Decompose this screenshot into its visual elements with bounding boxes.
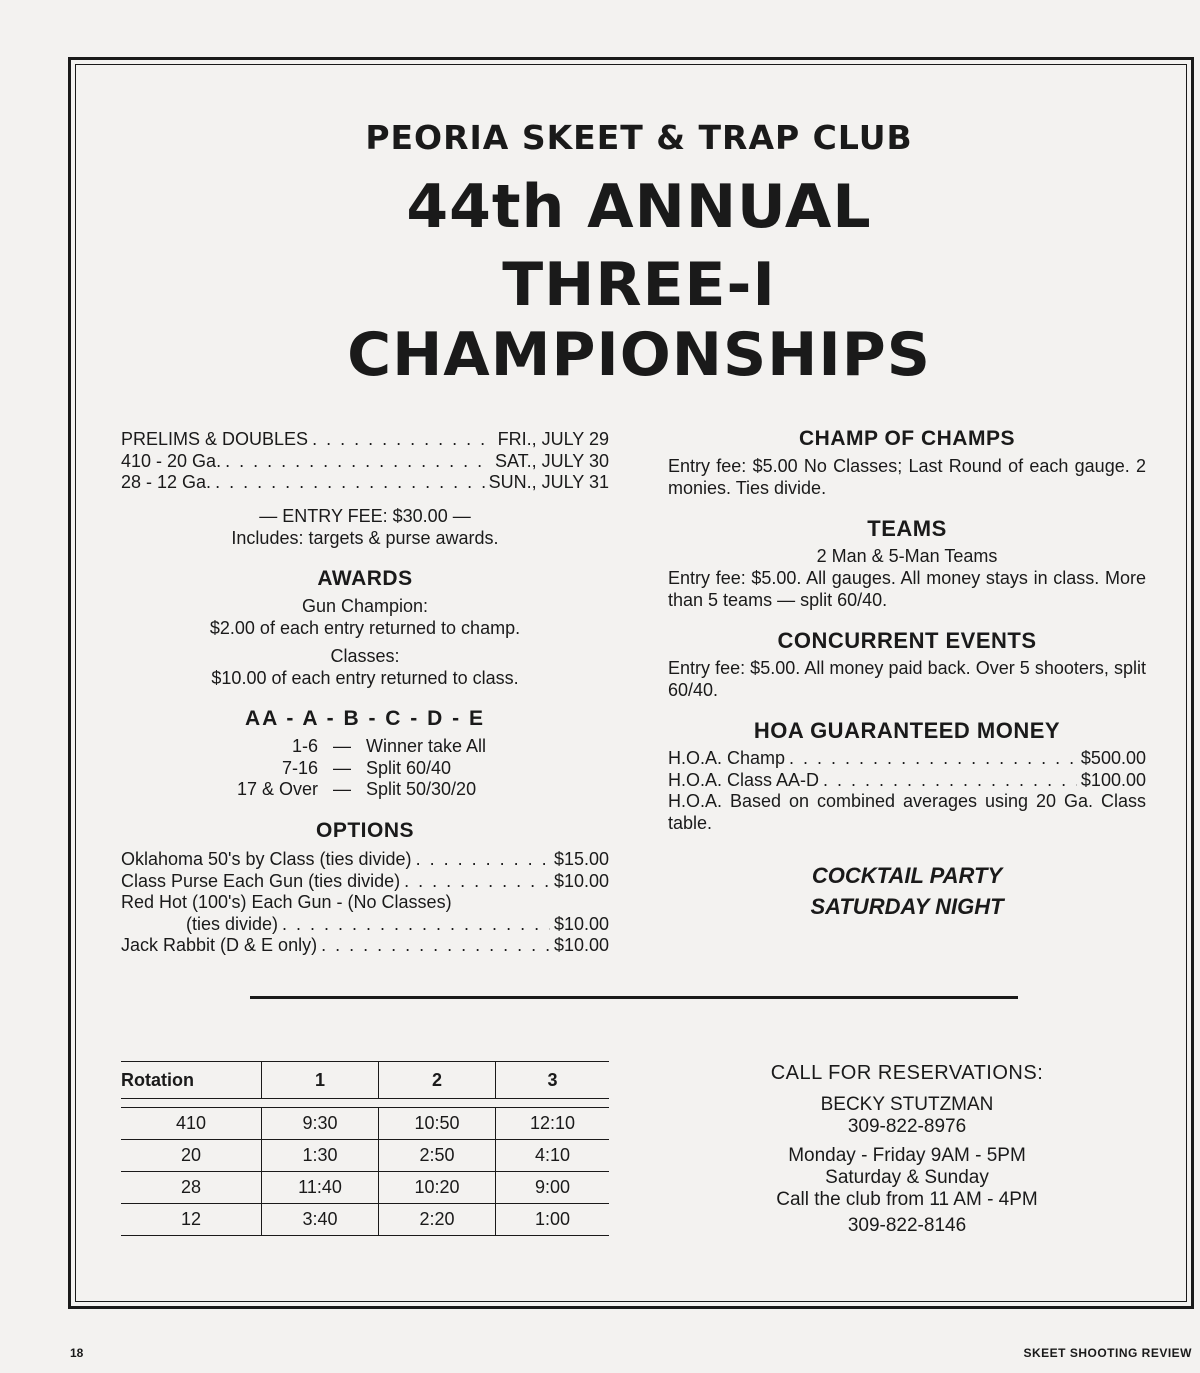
schedule-event: PRELIMS & DOUBLES (121, 429, 309, 449)
hoa-list (668, 748, 1146, 834)
gauge-cell: 410 (121, 1108, 262, 1140)
gun-champion-text: $2.00 of each entry returned to champ. (209, 618, 521, 638)
option-row (121, 935, 609, 957)
gauge-cell: 28 (121, 1172, 262, 1204)
gun-champion-label: Gun Champion: (301, 596, 429, 616)
hoa-heading: HOA GUARANTEED MONEY (753, 718, 1061, 743)
entry-fee-includes: Includes: targets & purse awards. (231, 528, 499, 548)
time-cell: 1:30 (262, 1140, 379, 1172)
club-phone: 309-822-8146 (847, 1215, 967, 1236)
split-dash: — (333, 736, 351, 756)
gauge-cell: 20 (121, 1140, 262, 1172)
schedule-row (121, 429, 609, 451)
table-header-row (121, 1062, 609, 1099)
teams-heading: TEAMS (867, 516, 947, 541)
option-price: $10.00 (553, 913, 609, 934)
hoa-note: H.O.A. Based on combined averages using 20 Ga. Class table. (668, 791, 1146, 833)
col-header-rotation: Rotation (121, 1062, 262, 1099)
col-header-3: 3 (496, 1062, 610, 1099)
schedule-row (121, 451, 609, 473)
table-row (121, 1204, 609, 1236)
reservations-hours-weekend: Saturday & Sunday (825, 1167, 989, 1188)
option-price: $10.00 (553, 935, 609, 955)
hoa-row (668, 770, 1146, 792)
party-line-2: SATURDAY NIGHT (810, 894, 1004, 919)
time-cell: 10:50 (379, 1108, 496, 1140)
rotation-table (121, 1061, 609, 1236)
teams-text: Entry fee: $5.00. All gauges. All money stays in class. More than 5 teams — split 60/40. (668, 568, 1146, 610)
cocktail-party (668, 860, 1146, 922)
time-cell: 12:10 (496, 1108, 610, 1140)
hoa-label: H.O.A. Class AA-D (668, 769, 820, 790)
option-label: Red Hot (100's) Each Gun - (No Classes) (121, 892, 452, 912)
split-text: Split 50/30/20 (366, 779, 477, 799)
split-row (200, 758, 520, 780)
reservations-heading: CALL FOR RESERVATIONS: (770, 1062, 1044, 1084)
split-range: 7-16 (281, 757, 318, 778)
time-cell: 10:20 (379, 1172, 496, 1204)
awards-heading: AWARDS (317, 567, 413, 590)
split-range: 1-6 (291, 736, 318, 756)
split-table (200, 736, 520, 801)
table-row (121, 1140, 609, 1172)
reservations-phone: 309-822-8976 (847, 1116, 967, 1137)
col-header-1: 1 (262, 1062, 379, 1099)
concurrent-text: Entry fee: $5.00. All money paid back. Over 5 shooters, split 60/40. (668, 658, 1146, 700)
title-three-i: THREE-I (502, 250, 776, 320)
schedule-event: 410 - 20 Ga. (121, 450, 222, 471)
class-letters: AA - A - B - C - D - E (245, 707, 485, 730)
split-row (200, 736, 520, 758)
split-range: 17 & Over (236, 779, 318, 799)
option-row (121, 892, 609, 914)
time-cell: 1:00 (496, 1204, 610, 1236)
reservations-hours-weekday: Monday - Friday 9AM - 5PM (788, 1145, 1026, 1166)
section-divider (250, 996, 1018, 999)
time-cell: 2:50 (379, 1140, 496, 1172)
entry-fee: — ENTRY FEE: $30.00 — (259, 506, 471, 526)
time-cell: 3:40 (262, 1204, 379, 1236)
col-header-2: 2 (379, 1062, 496, 1099)
option-row (121, 871, 609, 893)
hoa-amount: $100.00 (1080, 769, 1146, 790)
schedule-row (121, 472, 609, 494)
option-price: $10.00 (553, 870, 609, 891)
publication-name: SKEET SHOOTING REVIEW (1023, 1346, 1192, 1360)
club-name: PEORIA SKEET & TRAP CLUB (365, 118, 913, 157)
time-cell: 2:20 (379, 1204, 496, 1236)
option-label: (ties divide) (186, 913, 279, 934)
schedule-date: SUN., JULY 31 (488, 472, 609, 492)
time-cell: 9:30 (262, 1108, 379, 1140)
table-row (121, 1172, 609, 1204)
classes-label: Classes: (330, 646, 400, 666)
reservations-name: BECKY STUTZMAN (820, 1094, 994, 1115)
split-dash: — (333, 779, 351, 799)
split-text: Split 60/40 (366, 757, 452, 778)
reservations-hours-club: Call the club from 11 AM - 4PM (776, 1189, 1038, 1210)
teams-sub: 2 Man & 5-Man Teams (816, 546, 998, 566)
schedule-event: 28 - 12 Ga. (121, 472, 212, 492)
hoa-label: H.O.A. Champ (668, 748, 786, 768)
options-list (121, 849, 609, 957)
option-label: Jack Rabbit (D & E only) (121, 935, 318, 955)
time-cell: 4:10 (496, 1140, 610, 1172)
gauge-cell: 12 (121, 1204, 262, 1236)
time-cell: 9:00 (496, 1172, 610, 1204)
options-heading: OPTIONS (315, 819, 414, 842)
champ-text: Entry fee: $5.00 No Classes; Last Round of each gauge. 2 monies. Ties divide. (668, 456, 1146, 498)
title-championships: CHAMPIONSHIPS (347, 320, 931, 390)
classes-text: $10.00 of each entry returned to class. (211, 668, 519, 688)
option-row (121, 914, 609, 936)
split-row (200, 779, 520, 801)
option-price: $15.00 (553, 849, 609, 869)
option-row (121, 849, 609, 871)
time-cell: 11:40 (262, 1172, 379, 1204)
title-annual: 44th ANNUAL (406, 172, 872, 242)
party-line-1: COCKTAIL PARTY (811, 863, 1003, 888)
option-label: Oklahoma 50's by Class (ties divide) (121, 849, 412, 869)
split-dash: — (333, 757, 351, 778)
champ-heading: CHAMP OF CHAMPS (799, 427, 1015, 450)
option-label: Class Purse Each Gun (ties divide) (121, 870, 401, 891)
table-row (121, 1108, 609, 1140)
schedule-date: FRI., JULY 29 (497, 429, 609, 449)
page-number: 18 (70, 1346, 84, 1360)
hoa-amount: $500.00 (1080, 748, 1146, 768)
hoa-row (668, 748, 1146, 770)
split-text: Winner take All (366, 736, 487, 756)
schedule (121, 429, 609, 494)
schedule-date: SAT., JULY 30 (494, 450, 609, 471)
concurrent-heading: CONCURRENT EVENTS (777, 628, 1037, 653)
